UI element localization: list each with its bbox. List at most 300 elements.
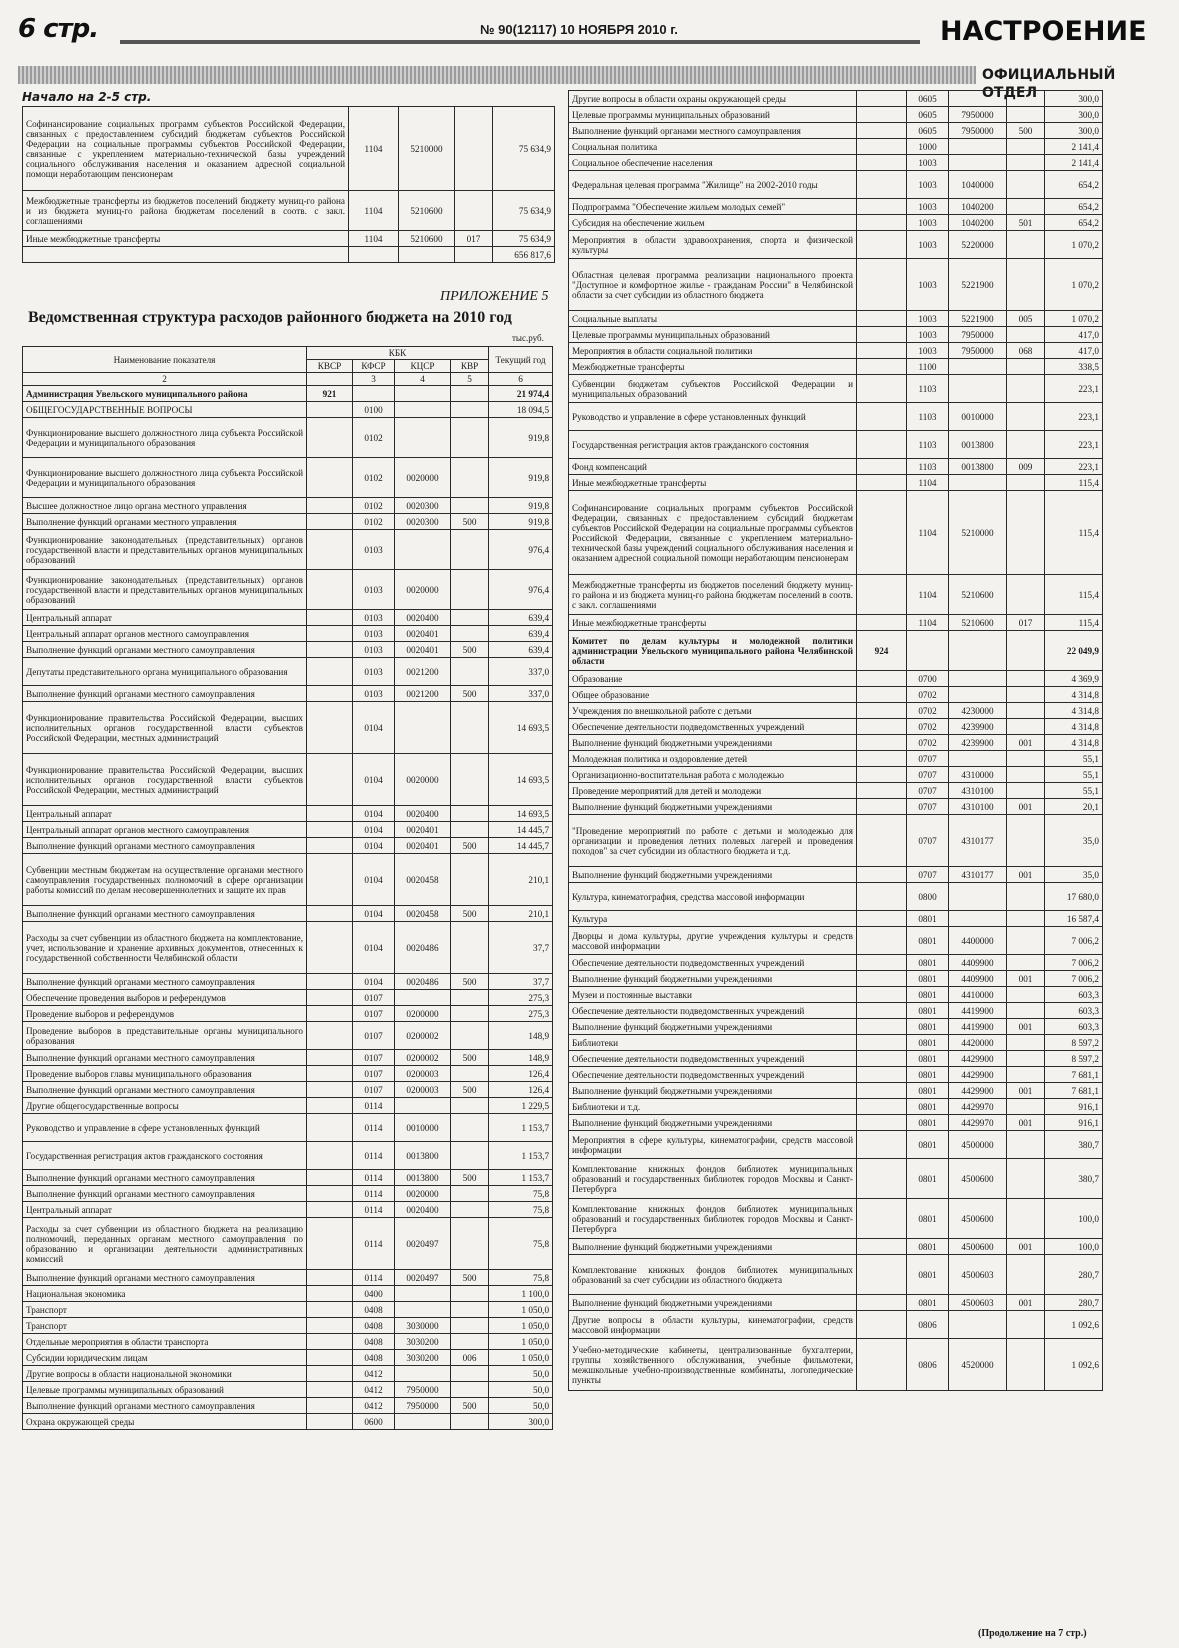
cell-kvsr	[307, 1114, 353, 1142]
cell-kfsr: 0114	[353, 1270, 395, 1286]
cell-kvsr	[857, 1051, 907, 1067]
table-row	[23, 418, 553, 458]
cell-kvsr	[307, 402, 353, 418]
cell-kfsr: 0801	[907, 1159, 949, 1199]
cell-kcsr: 4239900	[949, 735, 1007, 751]
cell-kvsr	[857, 123, 907, 139]
cell-amount: 20,1	[1045, 799, 1103, 815]
cell-kcsr: 0020000	[395, 754, 451, 806]
table-row	[23, 1082, 553, 1098]
cell-kvsr	[857, 343, 907, 359]
table-row	[569, 631, 1103, 671]
cell-name: Выполнение функций органами местного самоуправления	[23, 974, 307, 990]
cell-amount: 21 974,4	[489, 386, 553, 402]
cell-amount: 1 050,0	[489, 1302, 553, 1318]
cell-kvr: 500	[451, 642, 489, 658]
cell-name: Выполнение функций органами местного самоуправления	[23, 1082, 307, 1098]
cell-kvsr	[857, 867, 907, 883]
cell-kcsr	[949, 911, 1007, 927]
cell-amount: 1 153,7	[489, 1114, 553, 1142]
cell-amount: 14 693,5	[489, 754, 553, 806]
table-row	[569, 343, 1103, 359]
cell-kfsr: 0707	[907, 783, 949, 799]
table-row	[569, 1003, 1103, 1019]
cell-kcsr: 1040200	[949, 199, 1007, 215]
newspaper-brand: НАСТРОЕНИЕ	[940, 16, 1147, 47]
cell-kcsr	[949, 359, 1007, 375]
cell-kvr	[451, 1066, 489, 1082]
cell-amount: 380,7	[1045, 1159, 1103, 1199]
cell-kfsr: 0408	[353, 1334, 395, 1350]
cell-kvsr	[307, 1082, 353, 1098]
cell-kcsr	[395, 990, 451, 1006]
cell-kvr: 068	[1007, 343, 1045, 359]
cell-name: Целевые программы муниципальных образований	[569, 107, 857, 123]
cell-kfsr: 0408	[353, 1350, 395, 1366]
cell-kfsr: 0702	[907, 719, 949, 735]
cell-kvsr	[857, 1019, 907, 1035]
cell-kfsr: 1103	[907, 459, 949, 475]
cell-kvr	[451, 1202, 489, 1218]
cell-amount: 639,4	[489, 610, 553, 626]
cell-name: Целевые программы муниципальных образований	[23, 1382, 307, 1398]
cell-kcsr: 4239900	[949, 719, 1007, 735]
cell-amount: 654,2	[1045, 171, 1103, 199]
cell-kfsr: 0800	[907, 883, 949, 911]
right-budget-table	[568, 90, 1103, 1391]
table-row	[569, 155, 1103, 171]
table-row	[569, 491, 1103, 575]
cell-kvr	[1007, 687, 1045, 703]
cell-name: Социальное обеспечение населения	[569, 155, 857, 171]
cell-name: Обеспечение проведения выборов и референдумов	[23, 990, 307, 1006]
cell-kvsr	[857, 783, 907, 799]
cell-kcsr: 4420000	[949, 1035, 1007, 1051]
cell-name: Субсидия на обеспечение жильем	[569, 215, 857, 231]
table-row	[569, 1115, 1103, 1131]
cell-kcsr: 4500000	[949, 1131, 1007, 1159]
cell-name: Организационно-воспитательная работа с молодежью	[569, 767, 857, 783]
table-row	[23, 107, 555, 191]
cell-kvsr	[307, 530, 353, 570]
cell-kcsr: 0020300	[395, 498, 451, 514]
cell-kvr	[451, 498, 489, 514]
cell-name: Музеи и постоянные выставки	[569, 987, 857, 1003]
col-number: 2	[23, 373, 307, 386]
cell-kvr	[1007, 107, 1045, 123]
cell-name: Федеральная целевая программа "Жилище" на 2002-2010 годы	[569, 171, 857, 199]
cell-kcsr: 7950000	[949, 123, 1007, 139]
cell-kfsr: 0605	[907, 91, 949, 107]
cell-kvr: 500	[451, 1050, 489, 1066]
cell-kvsr: 921	[307, 386, 353, 402]
cell-kfsr: 0102	[353, 458, 395, 498]
cell-amount: 37,7	[489, 974, 553, 990]
cell-kcsr	[395, 530, 451, 570]
col-number: 5	[451, 373, 489, 386]
cell-kcsr	[949, 91, 1007, 107]
cell-name: Другие вопросы в области охраны окружающей среды	[569, 91, 857, 107]
col-year-header: Текущий год	[489, 347, 553, 373]
table-row	[569, 703, 1103, 719]
table-row	[23, 642, 553, 658]
table-row	[569, 1019, 1103, 1035]
cell-amount: 275,3	[489, 990, 553, 1006]
table-row	[569, 139, 1103, 155]
cell-amount: 50,0	[489, 1398, 553, 1414]
cell-kvsr	[857, 171, 907, 199]
cell-amount: 654,2	[1045, 215, 1103, 231]
cell-kfsr: 0801	[907, 1083, 949, 1099]
cell-name: Расходы за счет субвенции из областного бюджета на комплектование, учет, использование и хранение архивных документов, отнесенных к государственной собственности Челябинской области	[23, 922, 307, 974]
cell-amount: 919,8	[489, 458, 553, 498]
cell-kcsr	[949, 687, 1007, 703]
cell-kcsr: 0020000	[395, 570, 451, 610]
cell-kcsr: 5210000	[399, 107, 455, 191]
cell-kvr: 500	[451, 838, 489, 854]
cell-kcsr: 5210600	[949, 615, 1007, 631]
cell-name: Функционирование правительства Российской Федерации, высших исполнительных органов государственной власти субъектов Российской Федерации, местных администраций	[23, 754, 307, 806]
cell-name: Другие общегосударственные вопросы	[23, 1098, 307, 1114]
table-row	[569, 107, 1103, 123]
cell-amount: 639,4	[489, 626, 553, 642]
cell-kfsr: 0707	[907, 799, 949, 815]
cell-kfsr: 1003	[907, 199, 949, 215]
col-kcsr-header: КЦСР	[395, 360, 451, 373]
cell-amount: 916,1	[1045, 1115, 1103, 1131]
cell-kvr	[451, 990, 489, 1006]
cell-kvsr	[307, 1366, 353, 1382]
cell-kvr	[1007, 911, 1045, 927]
cell-name: Функционирование высшего должностного лица субъекта Российской Федерации и муниципального образования	[23, 458, 307, 498]
cell-kvsr	[857, 1239, 907, 1255]
cell-name: Руководство и управление в сфере установленных функций	[23, 1114, 307, 1142]
cell-kvsr	[857, 327, 907, 343]
cell-kcsr: 0200002	[395, 1050, 451, 1066]
cell-kfsr: 1104	[907, 615, 949, 631]
cell-kcsr	[395, 1302, 451, 1318]
cell-name: Межбюджетные трансферты	[569, 359, 857, 375]
cell-kcsr	[395, 1286, 451, 1302]
cell-name: Центральный аппарат	[23, 1202, 307, 1218]
cell-kvr	[451, 1318, 489, 1334]
cell-kvsr	[857, 1131, 907, 1159]
cell-kcsr	[395, 1366, 451, 1382]
cell-amount: 4 314,8	[1045, 719, 1103, 735]
cell-kvr: 500	[1007, 123, 1045, 139]
cell-kfsr: 0102	[353, 498, 395, 514]
table-row	[569, 231, 1103, 259]
cell-kvr	[451, 702, 489, 754]
table-row	[23, 1286, 553, 1302]
cell-name: Расходы за счет субвенции из областного бюджета на реализацию полномочий, переданных органам местного самоуправления по образованию и организации деятельности административных комиссий	[23, 1218, 307, 1270]
cell-kvr: 017	[455, 231, 493, 247]
cell-kvsr	[307, 990, 353, 1006]
cell-kvsr	[307, 1066, 353, 1082]
cell-kvsr	[857, 231, 907, 259]
table-row	[569, 1295, 1103, 1311]
table-row	[569, 1083, 1103, 1099]
cell-kvsr	[307, 458, 353, 498]
cell-amount: 4 314,8	[1045, 735, 1103, 751]
table-row	[569, 719, 1103, 735]
cell-kcsr: 0020000	[395, 1186, 451, 1202]
cell-kcsr	[949, 155, 1007, 171]
cell-kfsr: 1103	[907, 403, 949, 431]
table-row	[569, 1131, 1103, 1159]
table-row	[23, 974, 553, 990]
cell-kvsr	[307, 1050, 353, 1066]
cell-kvr	[451, 386, 489, 402]
cell-kcsr: 5210600	[399, 231, 455, 247]
cell-kcsr: 0200003	[395, 1066, 451, 1082]
cell-kvr	[451, 1218, 489, 1270]
cell-kcsr: 0020401	[395, 838, 451, 854]
cell-kfsr: 0104	[353, 702, 395, 754]
cell-kcsr: 3030200	[395, 1350, 451, 1366]
left-budget-table	[22, 346, 553, 1430]
table-row	[23, 990, 553, 1006]
cell-kfsr: 0806	[907, 1339, 949, 1391]
cell-kfsr: 0801	[907, 971, 949, 987]
cell-amount: 976,4	[489, 530, 553, 570]
cell-kcsr: 4500600	[949, 1239, 1007, 1255]
cell-amount: 976,4	[489, 570, 553, 610]
cell-kfsr: 0107	[353, 1050, 395, 1066]
cell-kvr: 006	[451, 1350, 489, 1366]
cell-kvsr	[857, 491, 907, 575]
table-row	[23, 1186, 553, 1202]
header-rule	[120, 40, 920, 44]
cell-kfsr: 0103	[353, 530, 395, 570]
table-row	[569, 311, 1103, 327]
table-row	[23, 626, 553, 642]
cell-name: Иные межбюджетные трансферты	[569, 475, 857, 491]
cell-kcsr: 7950000	[949, 327, 1007, 343]
cell-kvr	[451, 418, 489, 458]
table-row	[23, 1098, 553, 1114]
cell-amount: 2 141,4	[1045, 139, 1103, 155]
cell-kfsr: 1100	[907, 359, 949, 375]
cell-kvsr	[857, 431, 907, 459]
table-row	[23, 1202, 553, 1218]
table-row	[569, 259, 1103, 311]
table-row	[23, 231, 555, 247]
cell-kfsr: 1003	[907, 327, 949, 343]
cell-kvr	[451, 1382, 489, 1398]
cell-kfsr: 0801	[907, 1051, 949, 1067]
col-kvsr-header: КВСР	[307, 360, 353, 373]
table-row	[23, 906, 553, 922]
cell-kvsr	[857, 799, 907, 815]
document-title: Ведомственная структура расходов районного бюджета на 2010 год	[28, 309, 512, 326]
section-title: ОФИЦИАЛЬНЫЙ ОТДЕЛ	[976, 66, 1179, 84]
cell-kfsr: 0107	[353, 1022, 395, 1050]
cell-kvsr	[857, 987, 907, 1003]
cell-kcsr: 0020401	[395, 626, 451, 642]
cell-kvsr	[857, 91, 907, 107]
cell-kvr: 001	[1007, 1083, 1045, 1099]
cell-kcsr: 0013800	[949, 459, 1007, 475]
cell-kvr	[451, 610, 489, 626]
cell-kcsr: 4500603	[949, 1255, 1007, 1295]
cell-name: Образование	[569, 671, 857, 687]
table-row	[23, 1142, 553, 1170]
table-row	[23, 1270, 553, 1286]
cell-kvsr	[857, 1035, 907, 1051]
cell-name: Отдельные мероприятия в области транспорта	[23, 1334, 307, 1350]
cell-kvr	[451, 1286, 489, 1302]
cell-amount: 126,4	[489, 1066, 553, 1082]
cell-kvr	[451, 1366, 489, 1382]
cell-amount: 14 445,7	[489, 838, 553, 854]
cell-kcsr: 0020458	[395, 854, 451, 906]
cell-amount: 1 100,0	[489, 1286, 553, 1302]
cell-name: Выполнение функций органами местного самоуправления	[23, 1170, 307, 1186]
cell-amount: 55,1	[1045, 783, 1103, 799]
cell-kvsr	[307, 1302, 353, 1318]
cell-kvr: 001	[1007, 1239, 1045, 1255]
table-row	[569, 867, 1103, 883]
cell-amount: 126,4	[489, 1082, 553, 1098]
cell-kvsr	[857, 927, 907, 955]
cell-amount: 417,0	[1045, 343, 1103, 359]
cell-amount: 75 634,9	[493, 191, 555, 231]
cell-kcsr: 5220000	[949, 231, 1007, 259]
cell-kvr	[1007, 575, 1045, 615]
cell-kvsr	[857, 1255, 907, 1295]
cell-kvsr	[857, 155, 907, 171]
table-row	[23, 658, 553, 686]
cell-kvsr	[307, 1318, 353, 1334]
cell-amount: 223,1	[1045, 459, 1103, 475]
cell-kvsr	[307, 1202, 353, 1218]
cell-amount: 115,4	[1045, 491, 1103, 575]
table-row	[569, 359, 1103, 375]
cell-kvr	[1007, 1099, 1045, 1115]
cell-kvr: 500	[451, 1270, 489, 1286]
cell-kvr	[1007, 1311, 1045, 1339]
cell-kfsr: 0707	[907, 867, 949, 883]
cell-amount: 223,1	[1045, 375, 1103, 403]
cell-kvsr	[307, 418, 353, 458]
cell-kvsr	[307, 626, 353, 642]
cell-kfsr: 0801	[907, 1255, 949, 1295]
cell-name: Подпрограмма "Обеспечение жильем молодых семей"	[569, 199, 857, 215]
table-row	[23, 1006, 553, 1022]
cell-kcsr: 4429970	[949, 1099, 1007, 1115]
cell-kcsr: 4310000	[949, 767, 1007, 783]
table-row	[569, 475, 1103, 491]
cell-kcsr: 0020497	[395, 1270, 451, 1286]
cell-amount: 280,7	[1045, 1255, 1103, 1295]
cell-kfsr: 0114	[353, 1114, 395, 1142]
cell-name: Проведение выборов и референдумов	[23, 1006, 307, 1022]
cell-kvr: 001	[1007, 735, 1045, 751]
cell-kcsr: 0020486	[395, 922, 451, 974]
cell-amount: 35,0	[1045, 867, 1103, 883]
cell-kfsr: 0801	[907, 1115, 949, 1131]
cell-name: Выполнение функций органами местного управления	[23, 514, 307, 530]
cell-amount: 1 092,6	[1045, 1339, 1103, 1391]
cell-kvsr	[307, 1186, 353, 1202]
cell-name: Выполнение функций органами местного самоуправления	[23, 1186, 307, 1202]
cell-name: Молодежная политика и оздоровление детей	[569, 751, 857, 767]
col-number: 4	[395, 373, 451, 386]
cell-kcsr: 0013800	[395, 1170, 451, 1186]
issue-info: № 90(12117) 10 НОЯБРЯ 2010 г.	[480, 22, 678, 37]
cell-kcsr: 4429900	[949, 1083, 1007, 1099]
table-row	[569, 1035, 1103, 1051]
cell-kvr: 001	[1007, 1295, 1045, 1311]
cell-kfsr: 0801	[907, 927, 949, 955]
cell-name: Дворцы и дома культуры, другие учреждения культуры и средств массовой информации	[569, 927, 857, 955]
cell-kcsr	[395, 702, 451, 754]
cell-kvr	[1007, 327, 1045, 343]
cell-name: Другие вопросы в области культуры, кинематографии, средств массовой информации	[569, 1311, 857, 1339]
cell-kfsr: 0104	[353, 806, 395, 822]
cell-kvsr	[857, 403, 907, 431]
table-row	[569, 783, 1103, 799]
cell-name: Обеспечение деятельности подведомственных учреждений	[569, 1067, 857, 1083]
cell-kfsr: 0702	[907, 703, 949, 719]
cell-kcsr: 4429970	[949, 1115, 1007, 1131]
cell-kvr: 005	[1007, 311, 1045, 327]
unit-label: тыс.руб.	[512, 333, 544, 343]
cell-amount: 8 597,2	[1045, 1035, 1103, 1051]
table-row	[23, 702, 553, 754]
cell-name: Общее образование	[569, 687, 857, 703]
cell-kvr	[451, 754, 489, 806]
cell-kvr	[1007, 883, 1045, 911]
cell-name: Выполнение функций бюджетными учреждениями	[569, 1115, 857, 1131]
cell-kcsr: 0200000	[395, 1006, 451, 1022]
cell-name: Обеспечение деятельности подведомственных учреждений	[569, 719, 857, 735]
cell-kvsr	[857, 735, 907, 751]
cell-kvsr	[857, 815, 907, 867]
table-row	[569, 123, 1103, 139]
cell-kfsr: 0702	[907, 735, 949, 751]
continued-to: (Продолжение на 7 стр.)	[978, 1628, 1087, 1639]
table-row	[23, 1218, 553, 1270]
cell-amount: 300,0	[1045, 107, 1103, 123]
cell-amount: 210,1	[489, 906, 553, 922]
cell-kvr	[1007, 719, 1045, 735]
cell-kfsr: 0114	[353, 1142, 395, 1170]
continued-from: Начало на 2-5 стр.	[22, 90, 152, 104]
cell-name: Выполнение функций органами местного самоуправления	[23, 838, 307, 854]
cell-name: Функционирование законодательных (представительных) органов государственной власти и представительных органов муниципальных образований	[23, 530, 307, 570]
table-row	[23, 1302, 553, 1318]
cell-kfsr: 0114	[353, 1186, 395, 1202]
cell-name: Центральный аппарат	[23, 806, 307, 822]
cell-name: Иные межбюджетные трансферты	[23, 231, 349, 247]
cell-kfsr: 0104	[353, 906, 395, 922]
cell-name: Выполнение функций бюджетными учреждениями	[569, 799, 857, 815]
cell-amount: 100,0	[1045, 1199, 1103, 1239]
table-row	[569, 1255, 1103, 1295]
cell-amount: 337,0	[489, 686, 553, 702]
cell-amount: 337,0	[489, 658, 553, 686]
cell-name: Учебно-методические кабинеты, централизованные бухгалтерии, группы хозяйственного обслуживания, учебные фильмотеки, межшкольные учебно-производственные комбинаты, логопедические пункты	[569, 1339, 857, 1391]
cell-name: Выполнение функций бюджетными учреждениями	[569, 1295, 857, 1311]
cell-kvr	[1007, 815, 1045, 867]
cell-kfsr: 0104	[353, 754, 395, 806]
cell-amount: 210,1	[489, 854, 553, 906]
cell-kfsr: 0707	[907, 751, 949, 767]
cell-kcsr: 4429900	[949, 1067, 1007, 1083]
cell-kvsr	[857, 199, 907, 215]
